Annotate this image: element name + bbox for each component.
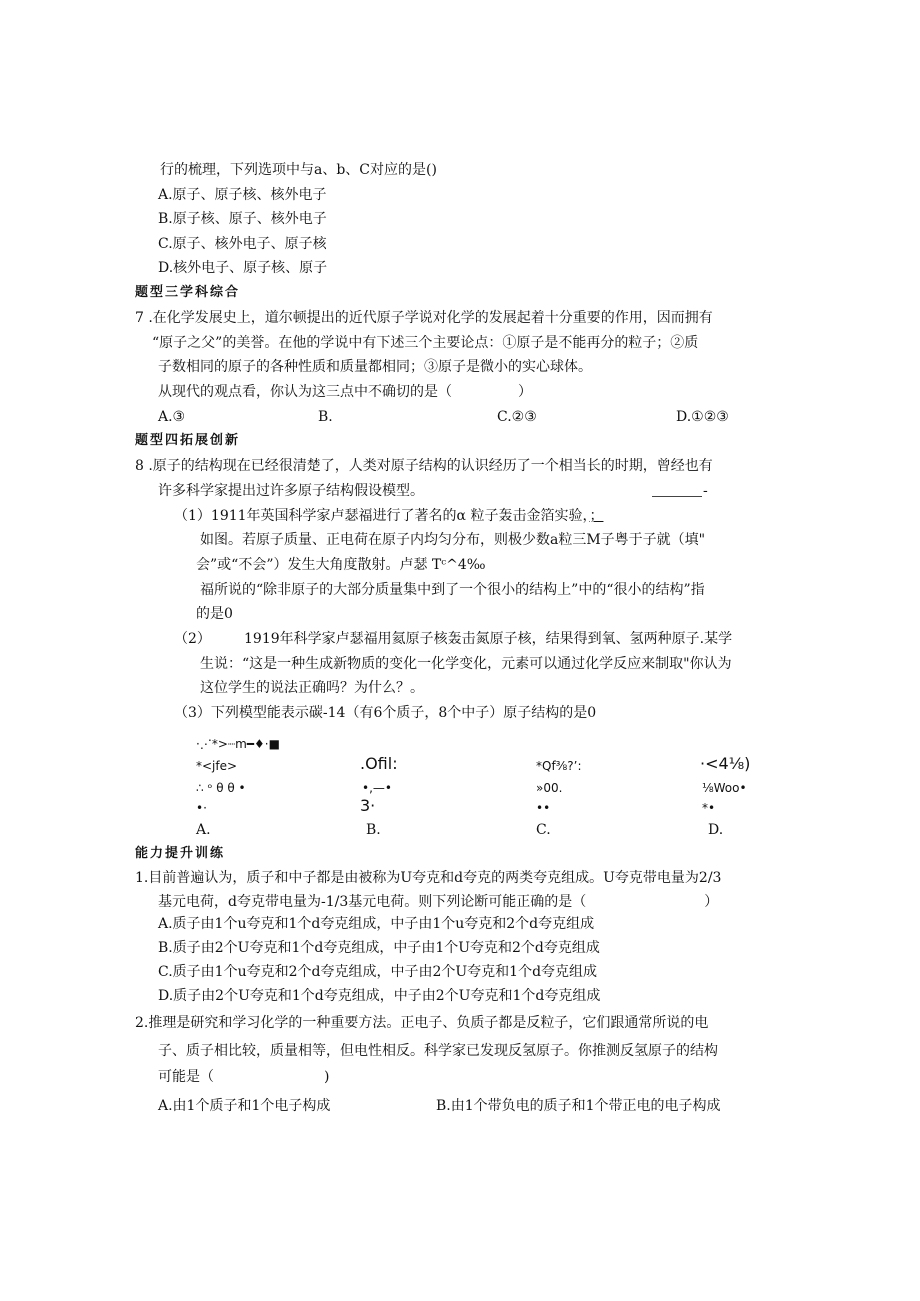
q7-line-3: 子数相同的原子的各种性质和质量都相同；③原子是微小的实心球体。 (158, 359, 592, 375)
q6-option-c: C.原子、核外电子、原子核 (158, 236, 327, 252)
q7-option-b: B. (318, 409, 333, 425)
q8-part-1-line-3: 会”或“不会”）发生大角度散射。卢瑟 Tᶜ^4‰ (196, 557, 486, 573)
p1-option-d: D.质子由2个U夸克和1个d夸克组成，中子由2个U夸克和1个d夸克组成 (158, 988, 601, 1004)
q6-option-d: D.核外电子、原子核、原子 (158, 260, 328, 276)
model-a-label: A. (196, 822, 211, 838)
q8-line-2-tail: - (703, 483, 708, 499)
q7-option-c: C.②③ (497, 409, 537, 425)
answer-underline (652, 496, 702, 497)
p2-prompt: 可能是（ (158, 1069, 214, 1085)
model-c-row-2: »00. (536, 781, 563, 795)
p1-line-1: 1.目前普遍认为，质子和中子都是由被称为U夸克和d夸克的两类夸克组成。U夸克带电量为2/3 (135, 870, 722, 886)
q8-part-1-text: （1）1911年英国科学家卢瑟福进行了著名的α 粒子轰击金箔实验， (174, 508, 590, 524)
model-c-row-1: *Qf⅜?’: (536, 759, 582, 773)
q7-line-2: “原子之父”的美誉。在他的学说中有下述三个主要论点：①原子是不能再分的粒子；②质 (152, 335, 699, 351)
q7-option-d: D.①②③ (676, 409, 729, 425)
p2-line-3 (158, 1068, 329, 1086)
p1-prompt: 基元电荷，d夸克带电量为-1/3基元电荷。则下列论断可能正确的是（ (158, 894, 587, 910)
model-d-row-1: ·<4⅛) (700, 754, 751, 773)
q6-stem: 行的梳理，下列选项中与a、b、C对应的是() (160, 162, 437, 178)
q8-part-2-line-1: 1919年科学家卢瑟福用氦原子核轰击氮原子核，结果得到氧、氢两种原子.某学 (244, 631, 733, 647)
p1-close-paren: ） (704, 894, 719, 910)
p2-close-paren: ) (324, 1069, 330, 1085)
q7-option-a: A.③ (158, 409, 186, 425)
q8-part-2-line-2: 生说：“这是一种生成新物质的变化一化学变化，元素可以通过化学反应来制取"你认为 (200, 656, 732, 672)
q8-part-1-line-1 (174, 507, 603, 525)
q8-part-2-line-3: 这位学生的说法正确吗？为什么？。 (200, 680, 424, 696)
q8-part-1-line-5: 的是0 (196, 606, 233, 622)
model-c-label: C. (536, 822, 551, 838)
p1-option-a: A.质子由1个u夸克和1个d夸克组成，中子由1个u夸克和2个d夸克组成 (158, 916, 595, 932)
q8-part-2-label: （2） (174, 631, 211, 647)
model-d-row-2: ⅛Woo• (702, 781, 747, 795)
p1-option-c: C.质子由1个u夸克和2个d夸克组成，中子由2个U夸克和1个d夸克组成 (158, 964, 598, 980)
section-heading-4: 题型四拓展创新 (135, 433, 241, 448)
q8-line-2: 许多科学家提出过许多原子结构假设模型。 (158, 483, 424, 499)
model-b-row-1: .Ofil: (360, 754, 398, 773)
q7-close-paren: ） (518, 384, 532, 400)
p1-option-b: B.质子由2个U夸克和1个d夸克组成，中子由1个U夸克和2个d夸克组成 (158, 940, 600, 956)
model-c-row-3: •• (536, 801, 551, 815)
q8-part-3: （3）下列模型能表示碳-14（有6个质子，8个中子）原子结构的是0 (174, 705, 597, 721)
p2-line-1: 2.推理是研究和学习化学的一种重要方法。正电子、负质子都是反粒子，它们跟通常所说的电 (135, 1015, 709, 1031)
model-header-garble: ·⋰*>┈m━♦·■ (196, 737, 280, 751)
q7-prompt: 从现代的观点看，你认为这三点中不确切的是（ (158, 384, 452, 400)
section-heading-5: 能力提升训练 (135, 846, 226, 861)
model-d-row-3: *• (702, 801, 716, 815)
model-b-label: B. (366, 822, 381, 838)
q8-line-1: 8 .原子的结构现在已经很清楚了，人类对原子结构的认识经历了一个相当长的时期，曾经也有 (135, 458, 713, 474)
q8-part-1-line-2: 如图。若原子质量、正电荷在原子内均匀分布，则极少数a粒三M子粤于子就（填" (200, 532, 706, 548)
p2-option-b: B.由1个带负电的质子和1个带正电的电子构成 (436, 1098, 721, 1114)
model-b-row-3: 3· (360, 796, 376, 815)
model-b-row-2: •,—• (362, 781, 392, 795)
p2-line-2: 子、质子相比较，质量相等，但电性相反。科学家已发现反氢原子。你推测反氢原子的结构 (158, 1043, 718, 1059)
q8-part-1-mark: ； (589, 508, 604, 524)
q7-line-4 (158, 383, 532, 401)
model-a-row-1: *<jfe> (196, 759, 238, 773)
q6-option-a: A.原子、原子核、核外电子 (158, 187, 327, 203)
q7-line-1: 7 .在化学发展史上，道尔顿提出的近代原子学说对化学的发展起着十分重要的作用，因而拥有 (135, 310, 713, 326)
q6-option-b: B.原子核、原子、核外电子 (158, 211, 327, 227)
p2-option-a: A.由1个质子和1个电子构成 (158, 1098, 331, 1114)
model-a-row-2: ∴ ᵒ θ θ • (196, 781, 246, 795)
section-heading-3: 题型三学科综合 (135, 285, 241, 300)
model-d-label: D. (708, 822, 724, 838)
q8-part-1-line-4: 福所说的“除非原子的大部分质量集中到了一个很小的结构上”中的“很小的结构”指 (200, 582, 705, 598)
model-a-row-3: •· (196, 801, 207, 815)
p1-line-2 (158, 893, 718, 911)
